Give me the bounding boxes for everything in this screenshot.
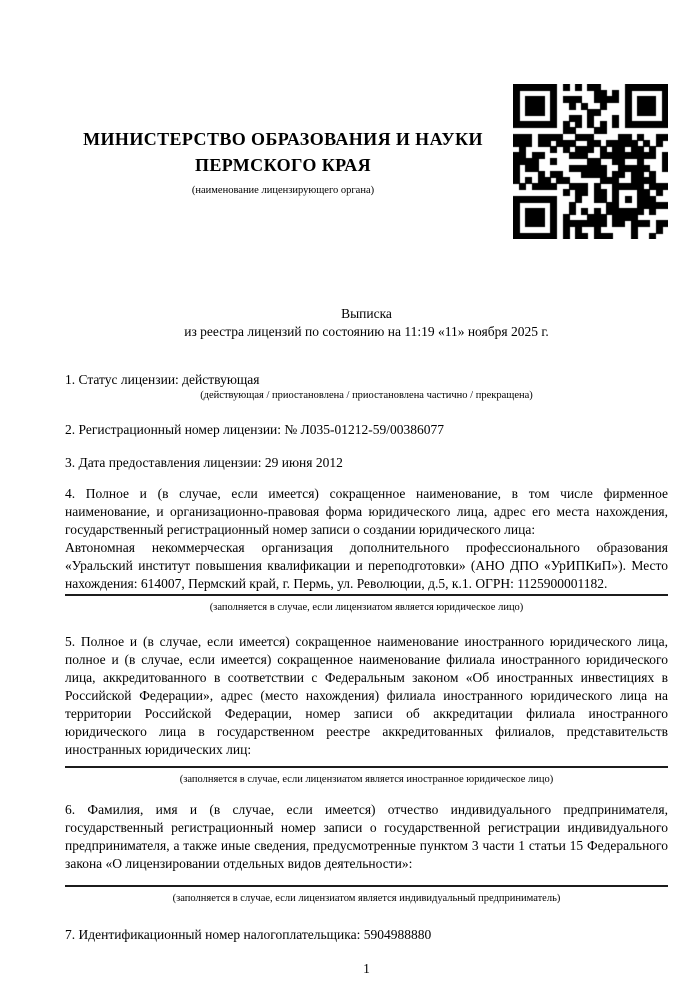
licensing-authority-caption: (наименование лицензирующего органа) bbox=[191, 185, 375, 196]
qr-code-icon bbox=[513, 84, 668, 239]
item-1-text: 1. Статус лицензии: действующая bbox=[65, 372, 260, 387]
item-4-legal-entity bbox=[65, 485, 668, 614]
document-title-line2: из реестра лицензий по состоянию на 11:19 «11» ноября 2025 г. bbox=[184, 324, 549, 339]
document-title bbox=[65, 305, 668, 341]
item-6-fill-line bbox=[65, 873, 668, 887]
page-number: 1 bbox=[363, 961, 370, 976]
item-5-caption: (заполняется в случае, если лицензиатом является иностранное юридическое лицо) bbox=[179, 774, 554, 785]
item-5-text: 5. Полное и (в случае, если имеется) сокращенное наименование иностранного юридического лица, полное и (в случае, если имеется) сокращенное наименование филиала иностранного юридического лица, аккредитованного в соответствии с Федеральным законом «Об иностранных инвестициях в Российской Федерации», адрес (место нахождения) филиала иностранного юридического лица на территории Российской Федерации, номер записи об аккредитации филиала иностранного юридического лица в государственном реестре аккредитованных филиалов, представительств иностранных юридических лиц: bbox=[65, 634, 668, 757]
item-4-text: 4. Полное и (в случае, если имеется) сокращенное наименование, в том числе фирменное наименование, и организационно-правовая форма юридического лица, адрес его места нахождения, государственный регистрационный номер записи о создании юридического лица: bbox=[65, 486, 668, 537]
document-header bbox=[65, 0, 668, 239]
item-6-text: 6. Фамилия, имя и (в случае, если имеется) отчество индивидуального предпринимателя, государственный регистрационный номер записи о государственной регистрации индивидуального предпринимателя, а также иные сведения, предусмотренные пунктом 3 части 1 статьи 15 Федерального закона «О лицензировании отдельных видов деятельности»: bbox=[65, 802, 668, 871]
item-5-fill-line bbox=[65, 759, 668, 768]
document-title-line1: Выписка bbox=[341, 306, 392, 321]
item-1-license-status bbox=[65, 371, 668, 402]
item-6-entrepreneur bbox=[65, 801, 668, 905]
ministry-name-line1: МИНИСТЕРСТВО ОБРАЗОВАНИЯ И НАУКИ bbox=[83, 129, 483, 149]
item-6-caption: (заполняется в случае, если лицензиатом является индивидуальный предприниматель) bbox=[172, 893, 561, 904]
item-7-taxpayer-id: 7. Идентификационный номер налогоплательщика: 5904988880 bbox=[65, 927, 432, 942]
item-2-registration-number: 2. Регистрационный номер лицензии: № Л035-01212-59/00386077 bbox=[65, 422, 445, 437]
item-4-fill-line bbox=[65, 593, 668, 596]
item-5-foreign-entity bbox=[65, 633, 668, 786]
item-3-license-date: 3. Дата предоставления лицензии: 29 июня 2012 bbox=[65, 455, 343, 470]
ministry-name-line2: ПЕРМСКОГО КРАЯ bbox=[194, 155, 372, 175]
item-1-caption: (действующая / приостановлена / приостановлена частично / прекращена) bbox=[200, 390, 533, 401]
item-4-caption: (заполняется в случае, если лицензиатом является юридическое лицо) bbox=[209, 602, 524, 613]
licensing-authority-block bbox=[65, 126, 513, 197]
item-4-value: Автономная некоммерческая организация дополнительного профессионального образования «Уральский институт повышения квалификации и переподготовки» (АНО ДПО «УрИПКиП»). Место нахождения: 614007, Пермский край, г. Пермь, ул. Революции, д.5, к.1. ОГРН: 1125900001182. bbox=[65, 540, 668, 591]
